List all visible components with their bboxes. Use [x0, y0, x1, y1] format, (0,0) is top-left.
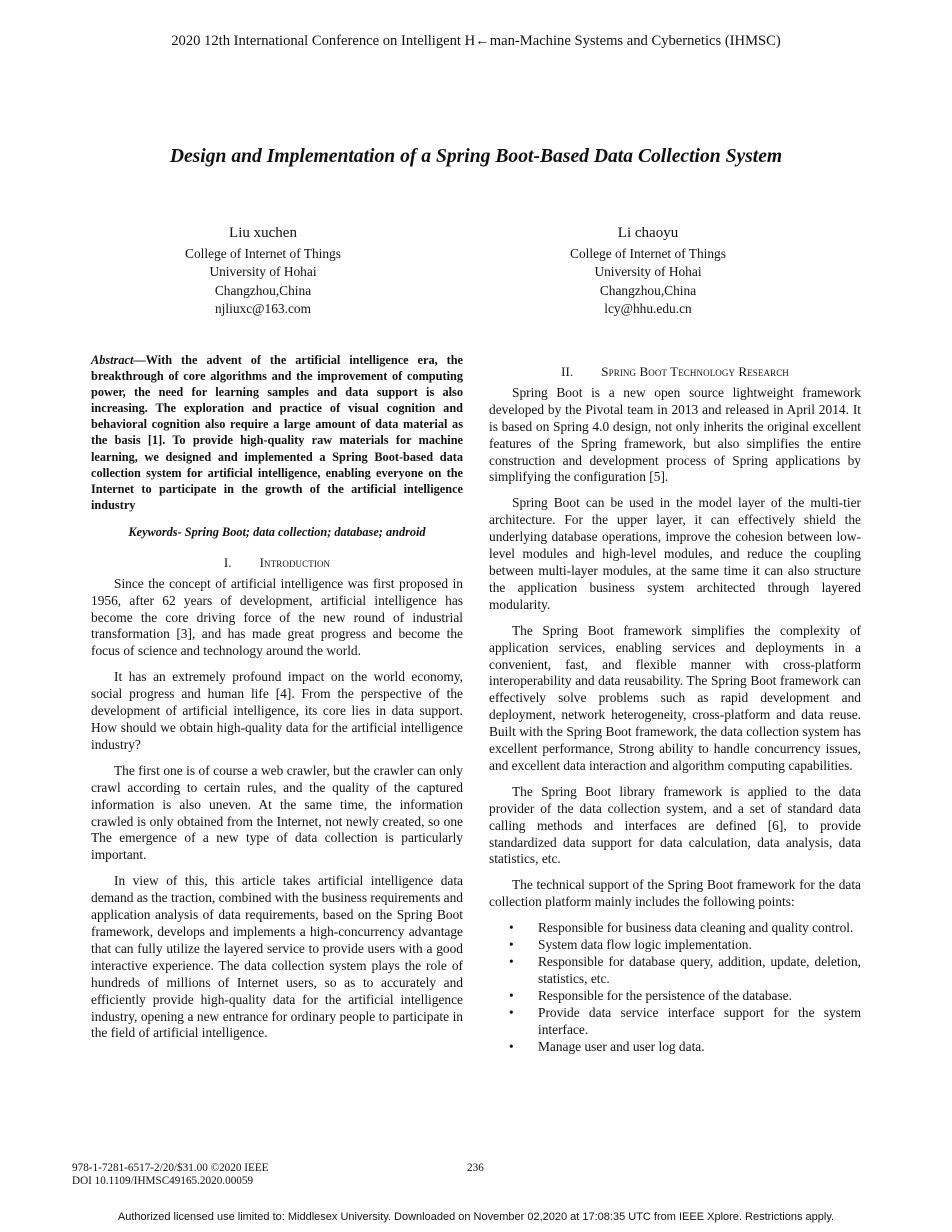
list-item-text: Responsible for business data cleaning and quality control. [538, 920, 854, 936]
page-number: 236 [467, 1162, 484, 1174]
list-item-text: System data flow logic implementation. [538, 937, 752, 953]
author-block [498, 224, 798, 318]
author-university: University of Hohai [209, 264, 317, 280]
paragraph: The Spring Boot framework simplifies the complexity of application services, enabling services and deployments in a convenient, fast, and flexible manner with cross-platform interoperability and data reusability. The Spring Boot framework can effectively solve problems such as rapid development and deployment, network heterogeneity, cross-platform and data reuse. Built with the Spring Boot framework, the data collection system has excellent performance, Strong ability to handle concurrency issues, and excellent data interaction and algorithm computing capabilities. [489, 622, 861, 773]
isbn-line: 978-1-7281-6517-2/20/$31.00 ©2020 IEEE [72, 1162, 269, 1174]
bullet-list [489, 920, 861, 1055]
bullet-icon: • [509, 1038, 514, 1054]
author-university: University of Hohai [594, 264, 702, 280]
author-location: Changzhou,China [599, 282, 697, 298]
author-location: Changzhou,China [214, 282, 312, 298]
paragraph: It has an extremely profound impact on the world economy, social progress and human life [4]. From the perspective of the development of artificial intelligence, its core lies in data support. How should we obtain high-quality data for the artificial intelligence industry? [91, 669, 463, 752]
bullet-icon: • [509, 954, 514, 969]
author-email: lcy@hhu.edu.cn [604, 300, 692, 316]
section-heading-introduction [91, 555, 463, 572]
bullet-icon: • [509, 937, 514, 953]
section-title: Spring Boot Technology Research [601, 364, 789, 379]
bullet-icon: • [509, 1004, 514, 1020]
section-heading-spring-boot [489, 364, 861, 381]
list-item [489, 937, 861, 954]
list-item-text: Provide data service interface support for the system interface. [538, 1004, 861, 1037]
list-item [489, 1005, 861, 1039]
paragraph: The technical support of the Spring Boot framework for the data collection platform mainly includes the following points: [489, 877, 861, 910]
list-item-text: Responsible for the persistence of the database. [538, 987, 792, 1003]
paper-title: Design and Implementation of a Spring Boot-Based Data Collection System [169, 146, 783, 167]
section-number: II. [561, 364, 574, 379]
author-college: College of Internet of Things [185, 246, 341, 262]
conference-header: 2020 12th International Conference on Intelligent H←man-Machine Systems and Cybernetics (IHMSC) [171, 33, 781, 49]
keywords: Keywords- Spring Boot; data collection; database; android [128, 524, 426, 539]
footer-publication-info [72, 1162, 269, 1187]
list-item [489, 920, 861, 937]
abstract [91, 352, 463, 513]
doi-line: DOI 10.1109/IHMSC49165.2020.00059 [72, 1174, 254, 1187]
paragraph: The Spring Boot library framework is applied to the data provider of the data collection system, and a set of standard data calling methods and interfaces are defined [6], to provide standardized data support for data calculation, data analysis, data statistics, etc. [489, 783, 861, 867]
paragraph: In view of this, this article takes artificial intelligence data demand as the traction, combined with the business requirements and application analysis of data requirements, based on the Spring Boot framework, develops and implements a high-concurrency advantage that can fully utilize the layered service to provide users with a good interactive experience. The data collection system plays the role of hundreds of millions of Internet users, so as to accurately and efficiently provide high-quality data for the artificial intelligence industry, opening a new entrance for ordinary people to participate in the field of artificial intelligence. [91, 873, 463, 1041]
list-item [489, 1039, 861, 1056]
list-item-text: Manage user and user log data. [538, 1038, 705, 1054]
abstract-text: —With the advent of the artificial intelligence era, the breakthrough of core algorithms and the improvement of computing power, the need for learning samples and data support is also increasing. The exploration and practice of visual cognition and behavioral cognition also require a large amount of data material as the basis [1]. To provide high-quality raw materials for machine learning, we designed and implemented a Spring Boot-based data collection system for artificial intelligence, enabling everyone on the Internet to participate in the growth of the artificial intelligence industry [91, 353, 463, 512]
paragraph: The first one is of course a web crawler, but the crawler can only crawl according to certain rules, and the quality of the captured information is also uneven. At the same time, the information crawled is only obtained from the Internet, not newly created, so one The emergence of a new type of data collection is particularly important. [91, 762, 463, 863]
author-block [113, 224, 413, 318]
license-notice: Authorized licensed use limited to: Middlesex University. Downloaded on November 02,2020 at 17:08:35 UTC from IEEE Xplore. Restrictions apply. [117, 1211, 835, 1223]
bullet-icon: • [509, 987, 514, 1003]
list-item-text: Responsible for database query, addition, update, deletion, statistics, etc. [538, 954, 861, 986]
author-name: Li chaoyu [617, 225, 679, 241]
abstract-label: Abstract [91, 353, 134, 367]
author-college: College of Internet of Things [570, 246, 726, 262]
list-item [489, 954, 861, 988]
bullet-icon: • [509, 920, 514, 936]
paragraph: Spring Boot is a new open source lightweight framework developed by the Pivotal team in 2013 and released in April 2014. It is based on Spring 4.0 design, not only inherits the original excellent features of the Spring framework, but also simplifies the entire construction and development process of Spring applications by simplifying the configuration [5]. [489, 384, 861, 485]
author-email: njliuxc@163.com [214, 300, 311, 316]
author-name: Liu xuchen [229, 225, 297, 241]
section-number: I. [223, 554, 232, 570]
section-title: Introduction [259, 554, 331, 570]
list-item [489, 988, 861, 1005]
right-column [489, 364, 861, 1055]
paragraph: Spring Boot can be used in the model layer of the multi-tier architecture. For the upper layer, it can effectively shield the underlying database operations, improve the cohesion between low-level modules and high-level modules, and reduce the coupling between multi-layer modules, at the same time it can also structure the application business system architected through layered modularity. [489, 495, 861, 612]
paragraph: Since the concept of artificial intelligence was first proposed in 1956, after 62 years of development, artificial intelligence has become the core driving force of the new round of industrial transformation [3], and has made great progress and become the focus of science and technology around the world. [91, 575, 463, 659]
left-column [91, 352, 463, 1051]
